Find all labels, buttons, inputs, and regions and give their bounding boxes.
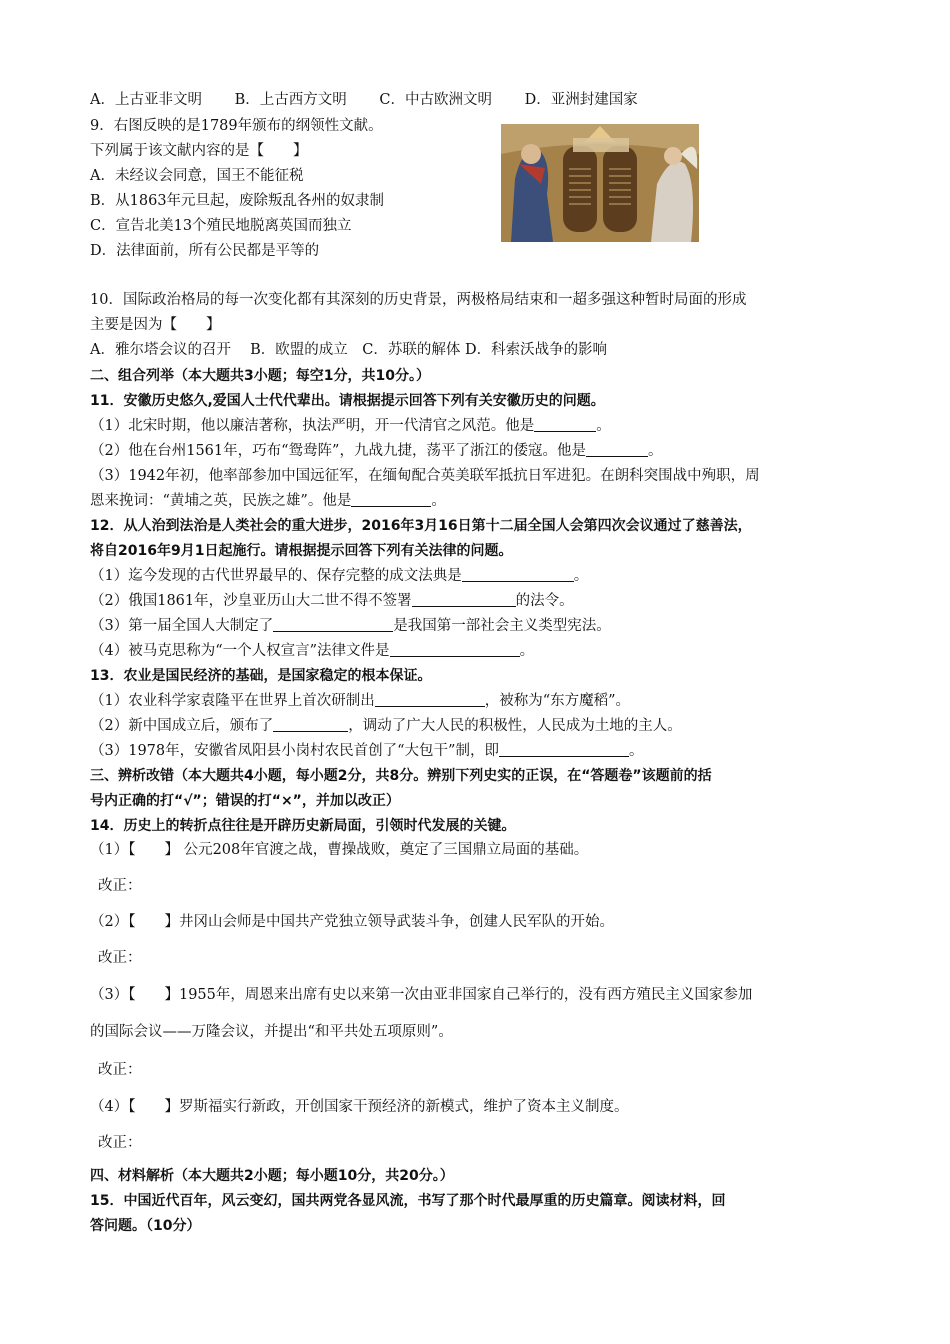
q13-item-2: （2）新中国成立后，颁布了 ，调动了广大人民的积极性，人民成为土地的主人。: [90, 718, 682, 734]
q14-item-4: （4）【 】罗斯福实行新政，开创国家干预经济的新模式，维护了资本主义制度。: [90, 1099, 629, 1115]
declaration-painting-image: [501, 124, 699, 242]
q13-stem: 13．农业是国民经济的基础，是国家稳定的根本保证。: [90, 668, 432, 684]
q11-item-1: （1）北宋时期，他以廉洁著称，执法严明，开一代清官之风范。他是 。: [90, 418, 611, 434]
q11-stem: 11．安徽历史悠久,爱国人士代代辈出。请根据提示回答下列有关安徽历史的问题。: [90, 393, 605, 409]
q14-item-2: （2）【 】井冈山会师是中国共产党独立领导武装斗争，创建人民军队的开始。: [90, 914, 614, 930]
q15-stem-line1: 15．中国近代百年，风云变幻，国共两党各显风流，书写了那个时代最厚重的历史篇章。阅读材料，回: [90, 1193, 726, 1209]
q12-item-2: （2）俄国1861年，沙皇亚历山大二世不得不签署 的法令。: [90, 593, 574, 609]
q9-option-d: D．法律面前，所有公民都是平等的: [90, 243, 320, 259]
q14-stem: 14．历史上的转折点往往是开辟历史新局面，引领时代发展的关键。: [90, 818, 516, 834]
q9-stem-line1: 9．右图反映的是1789年颁布的纲领性文献。: [90, 118, 383, 134]
q14-item-1: （1）【 】 公元208年官渡之战，曹操战败，奠定了三国鼎立局面的基础。: [90, 842, 589, 858]
q8-option-d: D．亚洲封建国家: [524, 92, 638, 108]
q12-item-3: （3）第一届全国人大制定了 是我国第一部社会主义类型宪法。: [90, 618, 611, 634]
section-2-heading: 二、组合列举（本大题共3小题；每空1分，共10分。）: [90, 368, 430, 384]
q14-item-3-cont: 的国际会议——万隆会议，并提出“和平共处五项原则”。: [90, 1024, 453, 1040]
q10-stem-line2: 主要是因为【 】: [90, 317, 221, 333]
q14-item-3-correction: 改正：: [98, 1062, 142, 1078]
q12-stem-line2: 将自2016年9月1日起施行。请根据提示回答下列有关法律的问题。: [90, 543, 513, 559]
q12-item-1: （1）迄今发现的古代世界最早的、保存完整的成文法典是 。: [90, 568, 589, 584]
q11-item-3: （3）1942年初，他率部参加中国远征军，在缅甸配合英美联军抵抗日军进犯。在朗科突围战中殉职，周: [90, 468, 760, 484]
q8-option-a: A．上古亚非文明: [90, 92, 202, 108]
q9-option-c: C．宣告北美13个殖民地脱离英国而独立: [90, 218, 352, 234]
q9-stem-line2: 下列属于该文献内容的是【 】: [90, 143, 308, 159]
section-4-heading: 四、材料解析（本大题共2小题；每小题10分，共20分。）: [90, 1168, 454, 1184]
q13-item-3: （3）1978年，安徽省凤阳县小岗村农民首创了“大包干”制，即 。: [90, 743, 644, 759]
q14-item-2-correction: 改正：: [98, 950, 142, 966]
q10-stem-line1: 10．国际政治格局的每一次变化都有其深刻的历史背景，两极格局结束和一超多强这种暂时局面的形成: [90, 292, 747, 308]
q8-option-c: C．中古欧洲文明: [379, 92, 492, 108]
q12-item-4: （4）被马克思称为“一个人权宣言”法律文件是 。: [90, 643, 535, 659]
q14-item-4-correction: 改正：: [98, 1135, 142, 1151]
q9-option-b: B．从1863年元旦起，废除叛乱各州的奴隶制: [90, 193, 385, 209]
section-3-heading-line2: 号内正确的打“√”；错误的打“×”，并加以改正）: [90, 793, 400, 809]
q8-option-b: B．上古西方文明: [234, 92, 347, 108]
q14-item-3: （3）【 】1955年，周恩来出席有史以来第一次由亚非国家自己举行的，没有西方殖民主义国家参加: [90, 987, 753, 1003]
q9-option-a: A．未经议会同意，国王不能征税: [90, 168, 304, 184]
section-3-heading-line1: 三、辨析改错（本大题共4小题，每小题2分，共8分。辨别下列史实的正误，在“答题卷”该题前的括: [90, 768, 712, 784]
q11-item-3-cont: 恩来挽词：“黄埔之英，民族之雄”。他是 。: [90, 493, 446, 509]
q8-options: [90, 90, 666, 110]
q14-item-1-correction: 改正：: [98, 878, 142, 894]
q10-options: A．雅尔塔会议的召开 B．欧盟的成立 C．苏联的解体 D．科索沃战争的影响: [90, 342, 608, 358]
q15-stem-line2: 答问题。（10分）: [90, 1218, 201, 1234]
declaration-illustration: [501, 124, 699, 242]
q12-stem-line1: 12．从人治到法治是人类社会的重大进步，2016年3月16日第十二届全国人会第四次会议通过了慈善法，: [90, 518, 752, 534]
q11-item-2: （2）他在台州1561年，巧布“鸳鸯阵”，九战九捷，荡平了浙江的倭寇。他是 。: [90, 443, 663, 459]
q13-item-1: （1）农业科学家袁隆平在世界上首次研制出 ，被称为“东方魔稻”。: [90, 693, 631, 709]
